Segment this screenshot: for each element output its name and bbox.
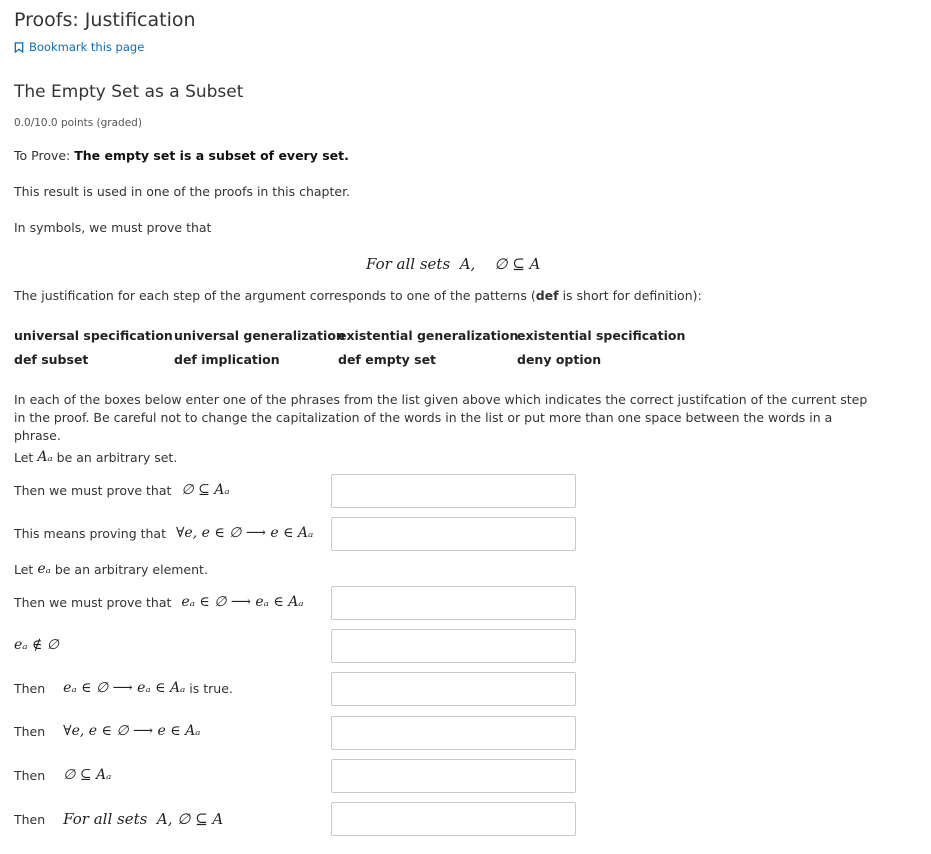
step-math: Aₐ <box>37 449 53 465</box>
step-math: eₐ ∈ ∅ ⟶ eₐ ∈ Aₐ <box>181 594 304 610</box>
justification-intro <box>14 288 702 303</box>
proof-step-5 <box>14 594 304 610</box>
to-prove-statement: The empty set is a subset of every set. <box>74 148 349 163</box>
proof-step-1 <box>14 449 177 465</box>
proof-step-9 <box>14 767 111 783</box>
option-def-subset: def subset <box>14 352 89 367</box>
step-math: ∀e, e ∈ ∅ ⟶ e ∈ Aₐ <box>175 525 314 541</box>
theorem-statement: For all sets A, ∅ ⊆ A <box>366 255 541 273</box>
answer-input-2[interactable] <box>331 517 576 551</box>
option-universal-generalization: universal generalization <box>174 328 345 343</box>
step-text: Then <box>14 680 46 696</box>
to-prove-line <box>14 148 349 163</box>
step-text: Let <box>14 561 38 577</box>
option-deny-option: deny option <box>517 352 602 367</box>
bookmark-label: Bookmark this page <box>29 40 145 54</box>
answer-input-3[interactable] <box>331 586 576 620</box>
step-text: Let <box>14 449 38 465</box>
option-universal-specification: universal specification <box>14 328 173 343</box>
step-suffix: is true. <box>185 680 233 696</box>
step-text: This means proving that <box>14 525 166 541</box>
step-suffix: be an arbitrary element. <box>50 561 208 577</box>
step-math: eₐ <box>37 561 51 577</box>
problem-title: The Empty Set as a Subset <box>14 82 244 102</box>
justification-post: is short for definition): <box>558 288 702 303</box>
to-prove-prefix: To Prove: <box>14 148 75 163</box>
step-math: For all sets A, ∅ ⊆ A <box>63 810 224 828</box>
step-math: eₐ ∈ ∅ ⟶ eₐ ∈ Aₐ <box>63 680 186 696</box>
step-text: Then <box>14 723 46 739</box>
proof-step-6 <box>14 637 59 653</box>
bookmark-icon <box>14 42 24 53</box>
points-status: 0.0/10.0 points (graded) <box>14 117 142 129</box>
usage-note: This result is used in one of the proofs in this chapter. <box>14 184 351 199</box>
proof-step-10 <box>14 810 223 828</box>
answer-input-6[interactable] <box>331 716 576 750</box>
justification-pre: The justification for each step of the argument corresponds to one of the patterns ( <box>14 288 536 303</box>
in-symbols-text: In symbols, we must prove that <box>14 220 212 235</box>
proof-step-4 <box>14 561 208 577</box>
proof-step-7 <box>14 680 233 696</box>
instructions: In each of the boxes below enter one of the phrases from the list given above which indicates the correct justifcation of the current step in the proof. Be careful not to change the capitalization of the words in the list or put more than one space between the words in a phrase. <box>14 392 868 443</box>
step-text: Then we must prove that <box>14 482 172 498</box>
option-existential-specification: existential specification <box>517 328 686 343</box>
step-text: Then <box>14 811 46 827</box>
option-existential-generalization: existential generalization <box>338 328 519 343</box>
answer-input-8[interactable] <box>331 802 576 836</box>
justification-def: def <box>535 288 559 303</box>
step-math: ∅ ⊆ Aₐ <box>63 767 112 783</box>
answer-input-1[interactable] <box>331 474 576 508</box>
proof-step-3 <box>14 525 313 541</box>
step-text: Then we must prove that <box>14 594 172 610</box>
answer-input-7[interactable] <box>331 759 576 793</box>
proof-step-8 <box>14 723 200 739</box>
step-text: Then <box>14 767 46 783</box>
step-math: eₐ ∉ ∅ <box>14 637 60 653</box>
option-def-empty-set: def empty set <box>338 352 437 367</box>
step-math: ∀e, e ∈ ∅ ⟶ e ∈ Aₐ <box>63 723 201 739</box>
step-suffix: be an arbitrary set. <box>52 449 178 465</box>
step-math: ∅ ⊆ Aₐ <box>181 482 230 498</box>
page-title: Proofs: Justification <box>14 9 196 31</box>
answer-input-4[interactable] <box>331 629 576 663</box>
answer-input-5[interactable] <box>331 672 576 706</box>
option-def-implication: def implication <box>174 352 280 367</box>
proof-step-2 <box>14 482 230 498</box>
bookmark-link[interactable] <box>14 40 144 54</box>
